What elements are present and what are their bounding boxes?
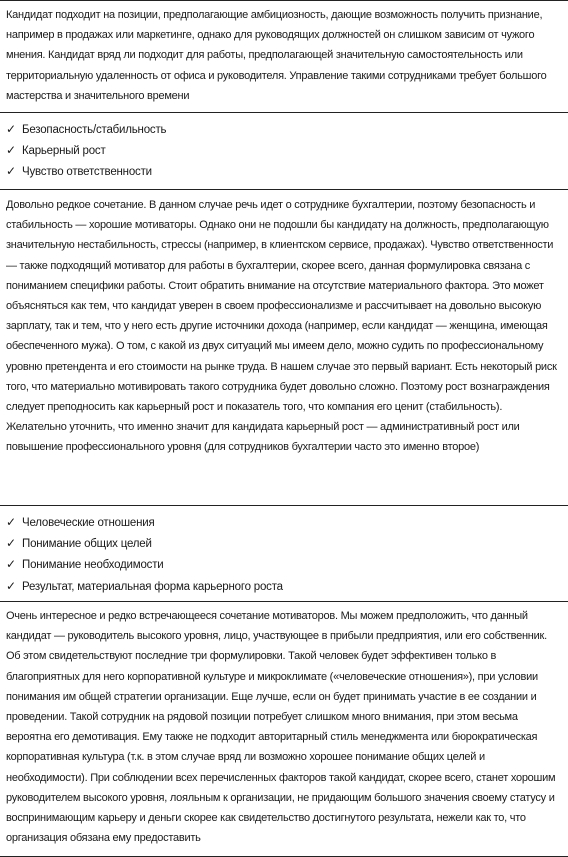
list-item [6, 533, 562, 554]
list-item [6, 161, 562, 182]
list-item-label: Человеческие отношения [22, 517, 155, 529]
text-block-2 [0, 189, 568, 505]
check-icon: ✓ [6, 164, 16, 179]
list-item [6, 576, 562, 597]
checklist-block-2 [0, 505, 568, 601]
list-item-label: Результат, материальная форма карьерного роста [22, 580, 283, 593]
paragraph-1: Кандидат подходит на позиции, предполагающие амбициозность, дающие возможность получить признание, например в продажах или маркетинге, однако для руководящих должностей он слишком зависим от чужого мнения. Кандидат вряд ли подходит для работы, предполагающей значительную самостоятельность или территориальную удаленность от офиса и руководителя. Управление такими сотрудниками требует большого мастерства и значительного времени [6, 9, 547, 102]
check-icon: ✓ [6, 578, 16, 593]
check-icon: ✓ [6, 536, 16, 551]
text-block-3 [0, 601, 568, 857]
list-item-label: Карьерный рост [22, 145, 106, 158]
check-icon: ✓ [6, 515, 16, 529]
motivators-list-1 [6, 119, 562, 183]
check-icon: ✓ [6, 557, 16, 572]
checklist-block-1 [0, 112, 568, 189]
text-block-1 [0, 0, 568, 112]
list-item-label: Чувство ответственности [22, 166, 152, 179]
check-icon: ✓ [6, 122, 16, 136]
list-item-label: Понимание необходимости [22, 559, 164, 572]
list-item-label: Понимание общих целей [22, 538, 152, 551]
list-item [6, 554, 562, 575]
check-icon: ✓ [6, 143, 16, 158]
list-item [6, 512, 562, 533]
list-item [6, 140, 562, 161]
paragraph-3: Очень интересное и редко встречающееся сочетание мотиваторов. Мы можем предположить, что данный кандидат — руководитель высокого уровня, лицо, участвующее в прибыли предприятия, или его собственник. Об этом свидетельствуют последние три формулировки. Такой человек будет эффективен только в благоприятных для него корпоративной культуре и микроклимате («человеческие отношения»), при условии понимания им общей стратегии организации. Еще лучше, если он будет принимать участие в ее создании и проведении. Такой сотрудник на рядовой позиции потребует слишком много внимания, при этом весьма вероятна его демотивация. Ему также не подходит авторитарный стиль менеджмента или бюрократическая корпоративная культура (т.к. в этом случае вряд ли возможно хорошее понимание общих целей и необходимости). При соблюдении всех перечисленных факторов такой кандидат, скорее всего, станет хорошим руководителем высокого уровня, лояльным к организации, не придающим большого значения своему статусу и воспринимающим карьеру и деньги скорее как свидетельство достигнутого результата, нежели как то, что организация обязана ему предоставить [6, 610, 556, 845]
motivators-list-2 [6, 512, 562, 597]
list-item [6, 119, 562, 140]
list-item-label: Безопасность/стабильность [22, 124, 167, 136]
paragraph-2: Довольно редкое сочетание. В данном случае речь идет о сотруднике бухгалтерии, поэтому безопасность и стабильность — хорошие мотиваторы. Однако они не подошли бы кандидату на должность, предполагающую значительную нестабильность, стрессы (например, в клиентском сервисе, продажах). Чувство ответственности — также подходящий мотиватор для работы в бухгалтерии, скорее всего, данная формулировка связана с пониманием специфики работы. Стоит обратить внимание на отсутствие материального фактора. Это может объясняться как тем, что кандидат уверен в своем профессионализме и рассчитывает на довольно высокую зарплату, так и тем, что у него есть другие источники дохода (например, если кандидат — женщина, имеющая обеспеченного мужа). О том, с какой из двух ситуаций мы имеем дело, можно судить по профессиональному уровню претендента и его стоимости на рынке труда. В нашем случае это первый вариант. Есть некоторый риск того, что материально мотивировать такого сотрудника будет довольно сложно. Поэтому рост вознаграждения следует преподносить как карьерный рост и показатель того, что компания его ценит (стабильность). Желательно уточнить, что именно значит для кандидата карьерный рост — административный рост или повышение профессионального уровня (для сотрудников бухгалтерии часто это именно второе) [6, 199, 557, 454]
